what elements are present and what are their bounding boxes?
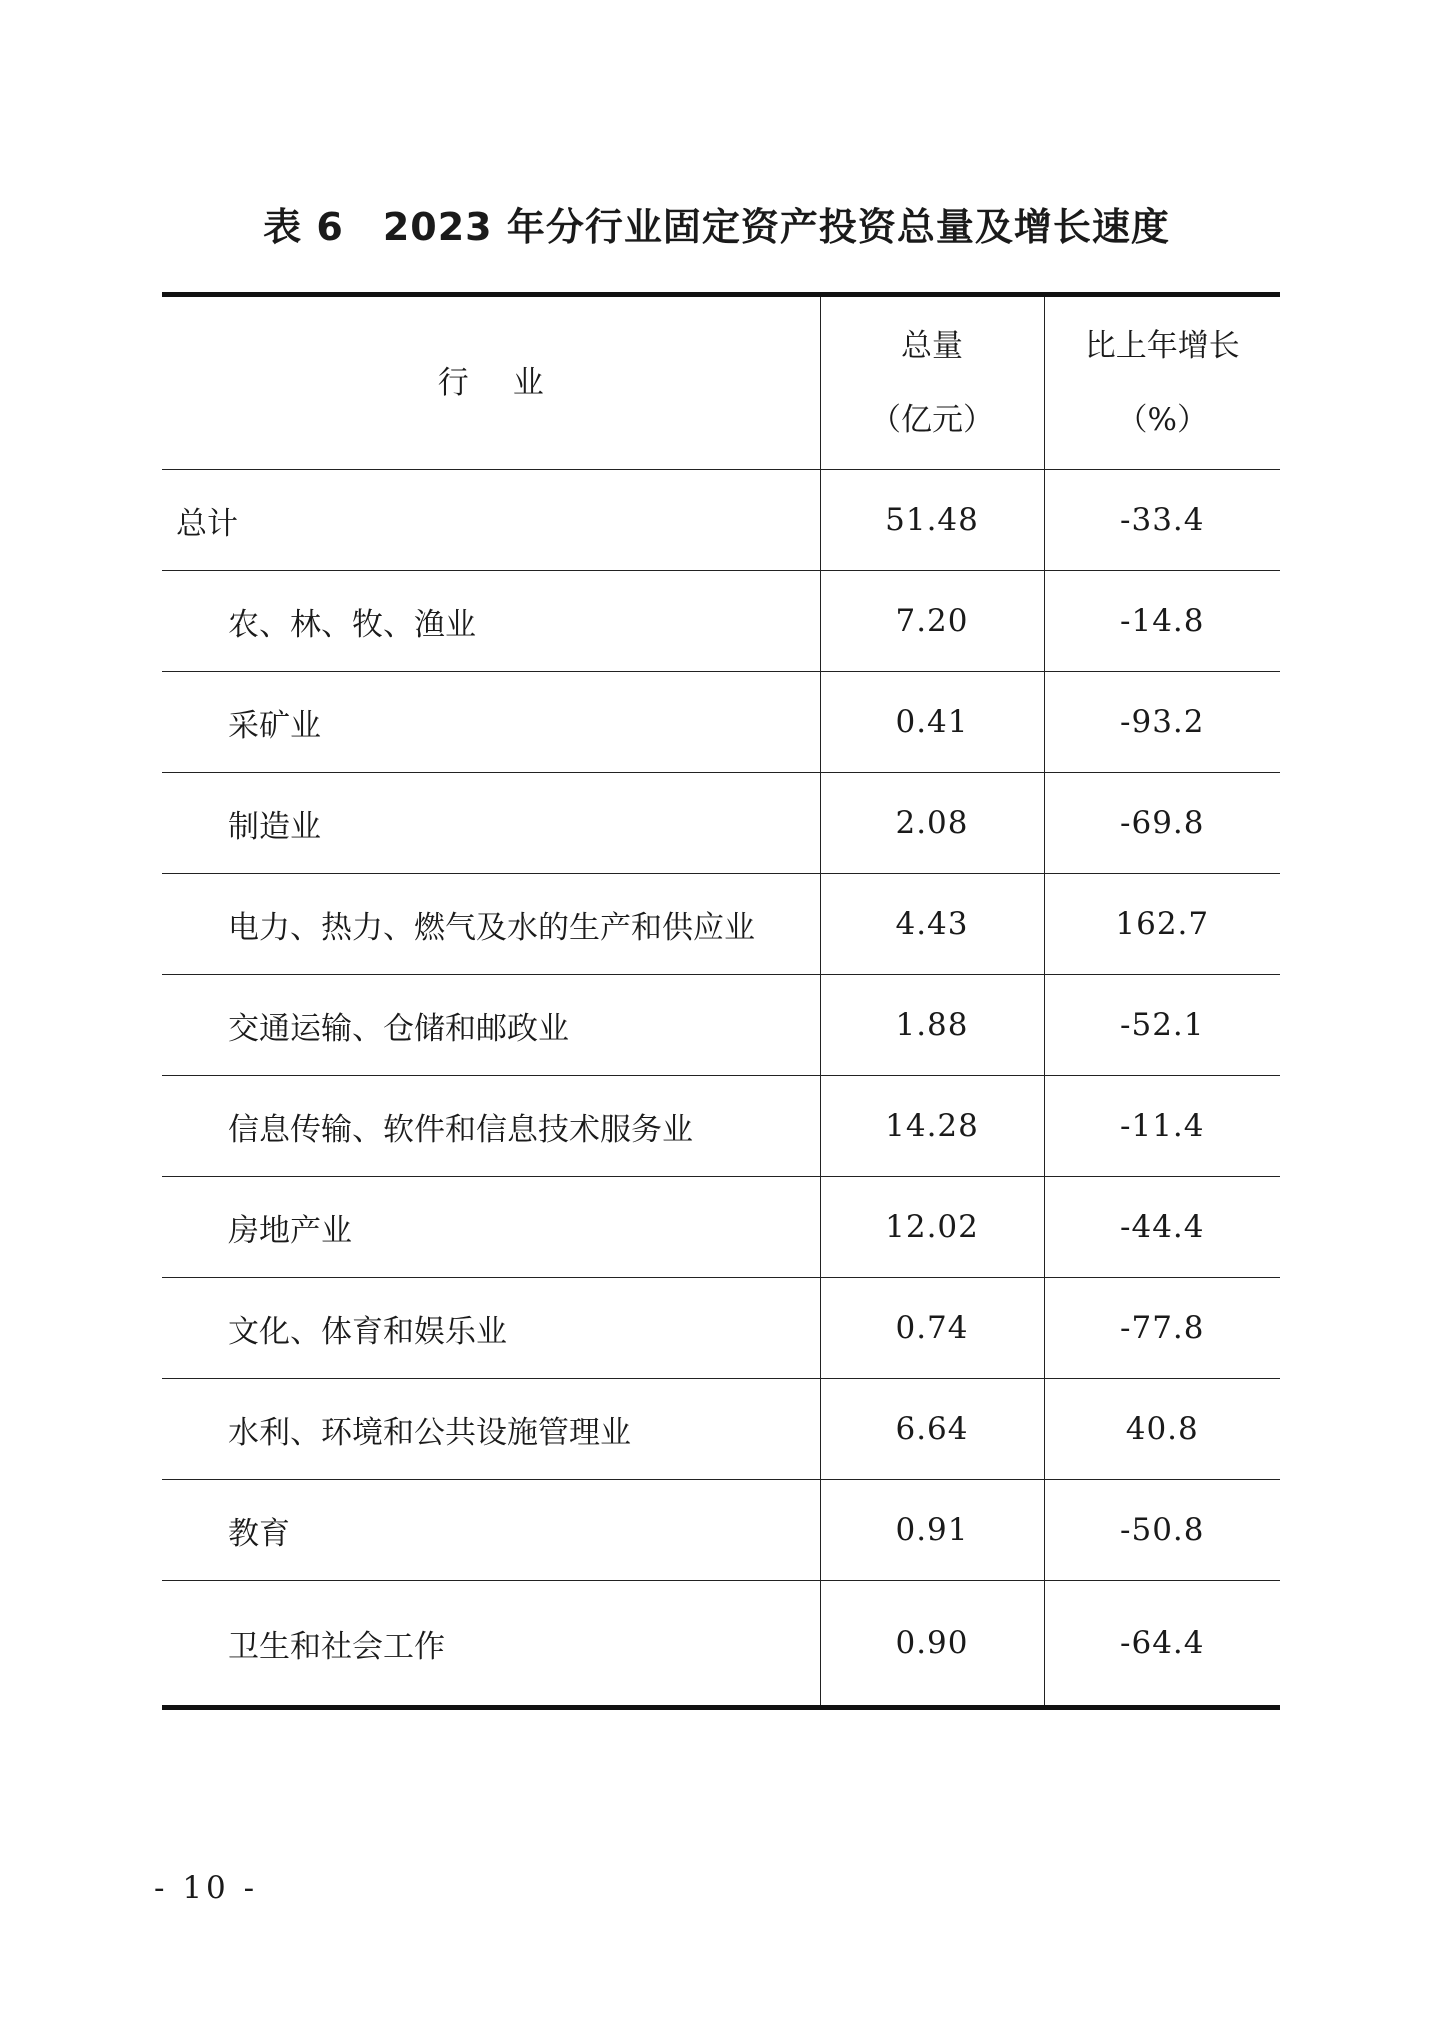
table-row bbox=[162, 975, 1280, 1076]
industry-name: 农、林、牧、渔业 bbox=[162, 571, 820, 672]
table-header-row bbox=[162, 295, 1280, 470]
page-number: - 10 - bbox=[154, 1870, 259, 1906]
industry-name: 电力、热力、燃气及水的生产和供应业 bbox=[162, 874, 820, 975]
table-row bbox=[162, 1379, 1280, 1480]
total-value: 6.64 bbox=[820, 1379, 1044, 1480]
table-row bbox=[162, 773, 1280, 874]
growth-value: -44.4 bbox=[1044, 1177, 1280, 1278]
total-value: 2.08 bbox=[820, 773, 1044, 874]
table-row bbox=[162, 1076, 1280, 1177]
total-value: 0.91 bbox=[820, 1480, 1044, 1581]
industry-name: 水利、环境和公共设施管理业 bbox=[162, 1379, 820, 1480]
total-value: 1.88 bbox=[820, 975, 1044, 1076]
table-row bbox=[162, 1278, 1280, 1379]
table-title: 表 6 2023 年分行业固定资产投资总量及增长速度 bbox=[263, 205, 1170, 249]
total-value: 12.02 bbox=[820, 1177, 1044, 1278]
total-unit: （亿元） bbox=[870, 402, 994, 438]
growth-value: -64.4 bbox=[1044, 1581, 1280, 1708]
table-row bbox=[162, 571, 1280, 672]
growth-value: -77.8 bbox=[1044, 1278, 1280, 1379]
industry-name: 教育 bbox=[162, 1480, 820, 1581]
industry-name: 卫生和社会工作 bbox=[162, 1581, 820, 1708]
growth-value: -69.8 bbox=[1044, 773, 1280, 874]
column-header-growth bbox=[1044, 295, 1280, 470]
industry-name: 房地产业 bbox=[162, 1177, 820, 1278]
industry-name: 制造业 bbox=[162, 773, 820, 874]
total-value: 4.43 bbox=[820, 874, 1044, 975]
total-value: 7.20 bbox=[820, 571, 1044, 672]
column-header-industry: 行业 bbox=[162, 295, 820, 470]
table-row bbox=[162, 470, 1280, 571]
industry-name: 采矿业 bbox=[162, 672, 820, 773]
table-row bbox=[162, 874, 1280, 975]
investment-table bbox=[162, 292, 1280, 1710]
table-row bbox=[162, 1177, 1280, 1278]
total-value: 14.28 bbox=[820, 1076, 1044, 1177]
total-label: 总量 bbox=[901, 328, 963, 364]
growth-label: 比上年增长 bbox=[1084, 328, 1240, 364]
total-value: 0.41 bbox=[820, 672, 1044, 773]
growth-value: -52.1 bbox=[1044, 975, 1280, 1076]
industry-name: 交通运输、仓储和邮政业 bbox=[162, 975, 820, 1076]
total-value: 0.90 bbox=[820, 1581, 1044, 1708]
total-value: 0.74 bbox=[820, 1278, 1044, 1379]
industry-name: 总计 bbox=[162, 470, 820, 571]
total-value: 51.48 bbox=[820, 470, 1044, 571]
growth-value: -33.4 bbox=[1044, 470, 1280, 571]
industry-name: 信息传输、软件和信息技术服务业 bbox=[162, 1076, 820, 1177]
table-row bbox=[162, 672, 1280, 773]
growth-value: -11.4 bbox=[1044, 1076, 1280, 1177]
table-row bbox=[162, 1480, 1280, 1581]
growth-value: -93.2 bbox=[1044, 672, 1280, 773]
growth-value: 162.7 bbox=[1044, 874, 1280, 975]
industry-name: 文化、体育和娱乐业 bbox=[162, 1278, 820, 1379]
growth-unit: （%） bbox=[1116, 402, 1208, 438]
growth-value: -50.8 bbox=[1044, 1480, 1280, 1581]
table-row bbox=[162, 1581, 1280, 1708]
column-header-total bbox=[820, 295, 1044, 470]
growth-value: 40.8 bbox=[1044, 1379, 1280, 1480]
growth-value: -14.8 bbox=[1044, 571, 1280, 672]
